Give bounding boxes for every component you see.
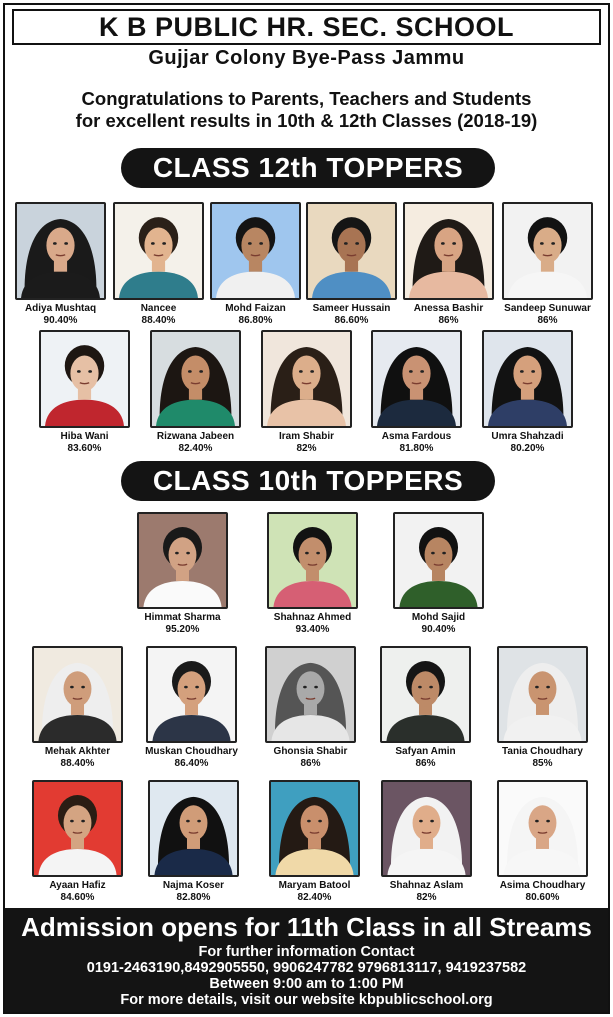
student-card-sandeep-sunuwar [490, 202, 605, 326]
student-name: Ghonsia Shabir [273, 746, 348, 757]
student-card-rizwana-jabeen [138, 330, 253, 454]
student-name: Shahnaz Ahmed [273, 612, 352, 623]
student-name: Muskan Choudhary [145, 746, 238, 757]
student-percentage: 90.40% [43, 315, 78, 326]
student-photo [148, 780, 239, 877]
student-card-umra-shahzadi [470, 330, 585, 454]
student-card-ayaan-hafiz [20, 780, 135, 903]
student-name: Maryam Batool [278, 880, 351, 891]
student-name: Sameer Hussain [312, 303, 391, 314]
student-percentage: 82.80% [176, 892, 211, 903]
student-name: Iram Shabir [278, 431, 335, 442]
student-photo [269, 780, 360, 877]
student-photo [113, 202, 204, 300]
contact-timing: Between 9:00 am to 1:00 PM [209, 976, 404, 992]
student-percentage: 82.40% [178, 443, 213, 454]
student-photo [39, 330, 130, 428]
student-name: Nancee [140, 303, 177, 314]
student-percentage: 82% [416, 892, 437, 903]
student-card-shahnaz-ahmed [255, 512, 370, 635]
student-photo [210, 202, 301, 300]
student-name: Rizwana Jabeen [156, 431, 235, 442]
student-name: Adiya Mushtaq [24, 303, 97, 314]
student-percentage: 86.40% [174, 758, 209, 769]
student-photo [261, 330, 352, 428]
contact-heading: For further information Contact [198, 944, 415, 960]
student-name: Himmat Sharma [144, 612, 221, 623]
student-card-iram-shabir [249, 330, 364, 454]
student-percentage: 81.80% [399, 443, 434, 454]
student-photo [267, 512, 358, 609]
student-photo [150, 330, 241, 428]
student-name: Safyan Amin [395, 746, 456, 757]
footer-panel [5, 908, 608, 1012]
student-percentage: 88.40% [141, 315, 176, 326]
congratulations-message [0, 88, 613, 132]
student-photo [32, 646, 123, 743]
student-percentage: 83.60% [67, 443, 102, 454]
student-card-maryam-batool [257, 780, 372, 903]
student-photo [265, 646, 356, 743]
student-percentage: 88.40% [60, 758, 95, 769]
student-percentage: 85% [532, 758, 553, 769]
contact-phones: 0191-2463190,8492905550, 9906247782 9796813117, 9419237582 [86, 960, 527, 976]
student-percentage: 80.60% [525, 892, 560, 903]
student-percentage: 86% [415, 758, 436, 769]
student-percentage: 90.40% [421, 624, 456, 635]
student-name: Asima Choudhary [499, 880, 586, 891]
student-card-hiba-wani [27, 330, 142, 454]
student-name: Shahnaz Aslam [389, 880, 464, 891]
class-12-banner: CLASS 12th TOPPERS [121, 148, 495, 188]
student-photo [146, 646, 237, 743]
admission-notice: Admission opens for 11th Class in all Streams [21, 912, 592, 942]
website-line: For more details, visit our website kbpublicschool.org [120, 992, 493, 1008]
student-name: Ayaan Hafiz [49, 880, 106, 891]
school-name: K B PUBLIC HR. SEC. SCHOOL [12, 9, 601, 45]
student-card-safyan-amin [368, 646, 483, 769]
student-percentage: 93.40% [295, 624, 330, 635]
student-card-najma-koser [136, 780, 251, 903]
student-percentage: 95.20% [165, 624, 200, 635]
student-photo [497, 780, 588, 877]
student-card-ghonsia-shabir [253, 646, 368, 769]
student-name: Mohd Sajid [411, 612, 466, 623]
student-name: Najma Koser [162, 880, 225, 891]
student-card-mehak-akhter [20, 646, 135, 769]
student-name: Umra Shahzadi [491, 431, 564, 442]
student-photo [380, 646, 471, 743]
student-photo [482, 330, 573, 428]
student-name: Hiba Wani [60, 431, 109, 442]
student-photo [137, 512, 228, 609]
student-percentage: 86.80% [238, 315, 273, 326]
student-name: Sandeep Sunuwar [504, 303, 591, 314]
student-name: Anessa Bashir [413, 303, 484, 314]
student-photo [32, 780, 123, 877]
student-card-anessa-bashir [391, 202, 506, 326]
student-percentage: 84.60% [60, 892, 95, 903]
student-name: Asma Fardous [381, 431, 452, 442]
student-card-mohd-sajid [381, 512, 496, 635]
student-photo [381, 780, 472, 877]
congrats-line-2: for excellent results in 10th & 12th Classes (2018-19) [75, 110, 538, 131]
student-photo [393, 512, 484, 609]
student-photo [403, 202, 494, 300]
student-card-tania-choudhary [485, 646, 600, 769]
student-percentage: 86% [537, 315, 558, 326]
student-photo [497, 646, 588, 743]
school-address: Gujjar Colony Bye-Pass Jammu [148, 47, 465, 69]
student-percentage: 86% [300, 758, 321, 769]
student-percentage: 82% [296, 443, 317, 454]
student-percentage: 82.40% [297, 892, 332, 903]
student-photo [502, 202, 593, 300]
student-name: Mohd Faizan [225, 303, 286, 314]
student-photo [15, 202, 106, 300]
congrats-line-1: Congratulations to Parents, Teachers and Students [81, 88, 532, 109]
student-card-muskan-choudhary [134, 646, 249, 769]
student-card-asma-fardous [359, 330, 474, 454]
student-photo [371, 330, 462, 428]
student-percentage: 86% [438, 315, 459, 326]
student-card-shahnaz-aslam [369, 780, 484, 903]
student-name: Tania Choudhary [502, 746, 583, 757]
student-card-asima-choudhary [485, 780, 600, 903]
student-percentage: 80.20% [510, 443, 545, 454]
student-card-himmat-sharma [125, 512, 240, 635]
student-name: Mehak Akhter [44, 746, 111, 757]
student-percentage: 86.60% [334, 315, 369, 326]
student-photo [306, 202, 397, 300]
class-10-banner: CLASS 10th TOPPERS [121, 461, 495, 501]
